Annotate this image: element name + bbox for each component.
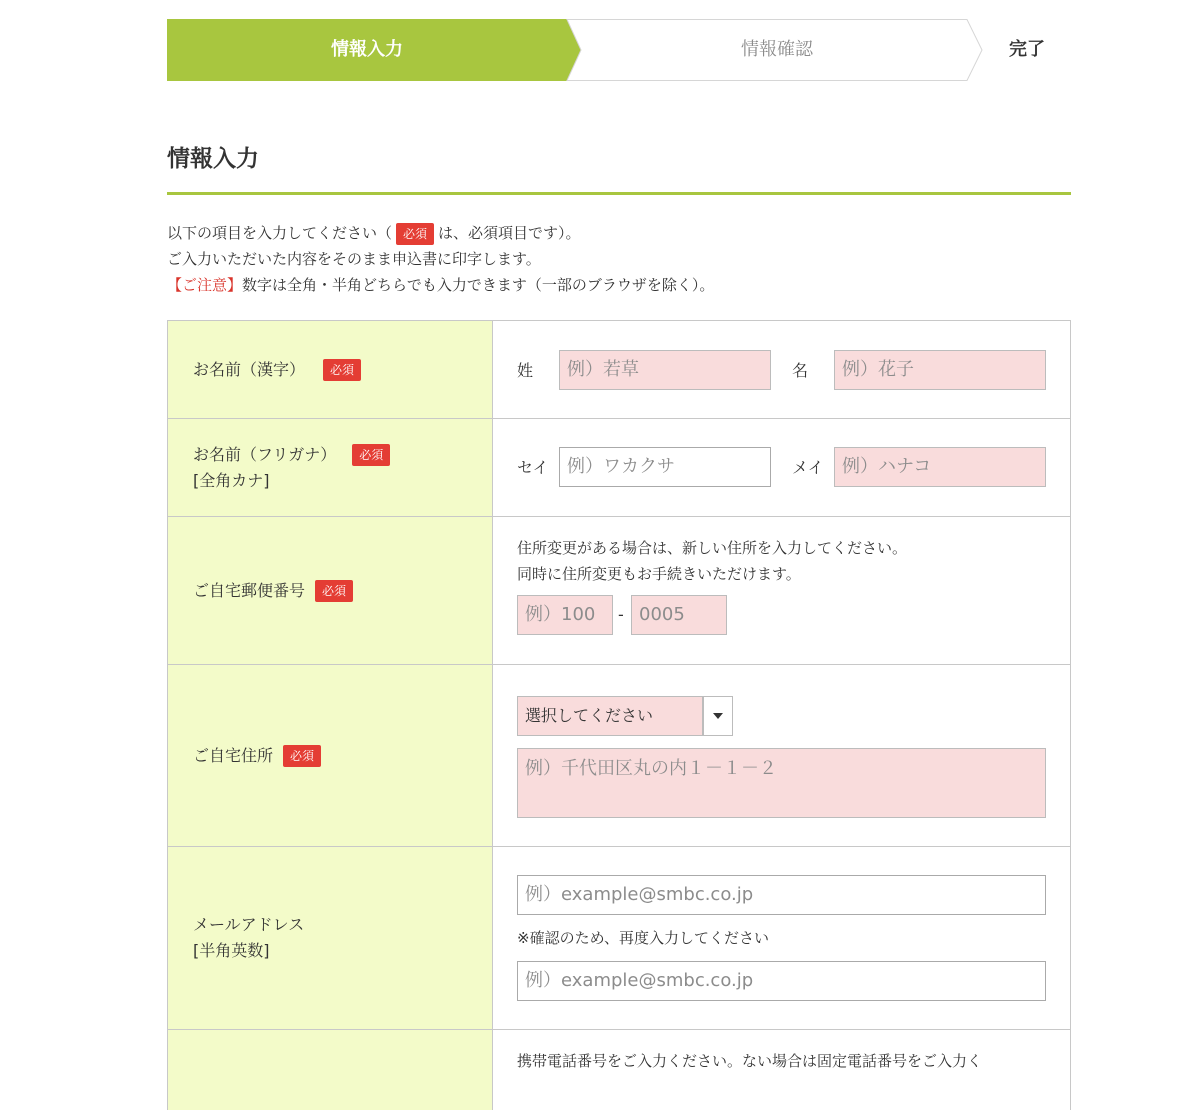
- step-indicator: [167, 19, 1070, 81]
- phone-note: 携帯電話番号をご入力ください。ない場合は固定電話番号をご入力く: [517, 1052, 983, 1070]
- row-phone: [167, 1030, 1071, 1110]
- row-content-email: [493, 847, 1070, 1029]
- mei-kana-label: メイ: [792, 458, 824, 477]
- required-badge: 必須: [283, 745, 321, 767]
- application-form: [167, 320, 1071, 1110]
- row-content-phone: [493, 1030, 1070, 1110]
- row-label-email: [168, 847, 493, 1029]
- label-line: [193, 442, 492, 468]
- row-name-kanji: [167, 321, 1071, 419]
- row-postal: [167, 517, 1071, 665]
- title-divider: [167, 192, 1071, 195]
- sei-kana-label: セイ: [517, 458, 549, 477]
- name-kanji-label: お名前（漢字）: [193, 359, 306, 379]
- row-label-name-kanji: [168, 321, 493, 418]
- email-input[interactable]: 例）example@smbc.co.jp: [517, 875, 1046, 915]
- row-label-phone: [168, 1030, 493, 1110]
- required-badge: 必須: [396, 223, 434, 245]
- email-label: メールアドレス: [193, 915, 305, 934]
- intro-line-1-pre: 以下の項目を入力してください（: [167, 224, 393, 242]
- row-content-postal: [493, 517, 1070, 664]
- name-kana-sublabel: [全角カナ]: [193, 470, 270, 490]
- mei-label: 名: [792, 361, 809, 380]
- postal-note-1: 住所変更がある場合は、新しい住所を入力してください。: [517, 539, 908, 557]
- intro-text: [167, 220, 714, 298]
- required-badge: 必須: [323, 359, 361, 381]
- prefecture-select[interactable]: 選択してください: [517, 696, 703, 736]
- row-label-name-kana: [168, 419, 493, 516]
- label-line: [193, 743, 492, 769]
- address-label: ご自宅住所: [193, 745, 274, 765]
- name-kana-label: お名前（フリガナ）: [193, 444, 337, 464]
- step-confirm: 情報確認: [741, 39, 813, 60]
- postal-note-2: 同時に住所変更もお手続きいただけます。: [517, 565, 801, 583]
- caution-label: 【ご注意】: [167, 276, 243, 294]
- last-name-kanji-input[interactable]: 例）若草: [559, 350, 771, 390]
- label-line: [193, 357, 492, 383]
- postal-label: ご自宅郵便番号: [193, 580, 306, 600]
- chevron-down-icon: [713, 713, 723, 719]
- address-input[interactable]: 例）千代田区丸の内１－１－２: [517, 748, 1046, 818]
- step-complete: 完了: [1009, 39, 1045, 60]
- row-content-name-kanji: [493, 321, 1070, 418]
- intro-line-1-post: は、必須項目です）。: [438, 224, 581, 242]
- page-title: 情報入力: [167, 146, 259, 172]
- postal-separator: -: [618, 605, 624, 624]
- first-name-kanji-input[interactable]: 例）花子: [834, 350, 1046, 390]
- email-confirm-input[interactable]: 例）example@smbc.co.jp: [517, 961, 1046, 1001]
- first-name-kana-input[interactable]: 例）ハナコ: [834, 447, 1046, 487]
- row-address: [167, 665, 1071, 847]
- sei-label: 姓: [517, 361, 534, 380]
- intro-line-3: [167, 272, 714, 298]
- email-confirm-note: ※確認のため、再度入力してください: [517, 929, 769, 947]
- postal-code-part-2-input[interactable]: 0005: [631, 595, 727, 635]
- last-name-kana-input[interactable]: 例）ワカクサ: [559, 447, 771, 487]
- postal-code-part-1-input[interactable]: 例）100: [517, 595, 613, 635]
- required-badge: 必須: [352, 444, 390, 466]
- row-label-postal: [168, 517, 493, 664]
- caution-text: 数字は全角・半角どちらでも入力できます（一部のブラウザを除く）。: [242, 276, 715, 294]
- row-content-address: [493, 665, 1070, 846]
- intro-line-1: [167, 220, 714, 246]
- email-sublabel: [半角英数]: [193, 941, 270, 960]
- intro-line-2: ご入力いただいた内容をそのまま申込書に印字します。: [167, 250, 541, 268]
- step-input: 情報入力: [331, 39, 403, 60]
- prefecture-select-toggle[interactable]: [703, 696, 733, 736]
- label-line: [193, 578, 492, 604]
- row-content-name-kana: [493, 419, 1070, 516]
- row-label-address: [168, 665, 493, 846]
- row-name-kana: [167, 419, 1071, 517]
- row-email: [167, 847, 1071, 1030]
- required-badge: 必須: [315, 580, 353, 602]
